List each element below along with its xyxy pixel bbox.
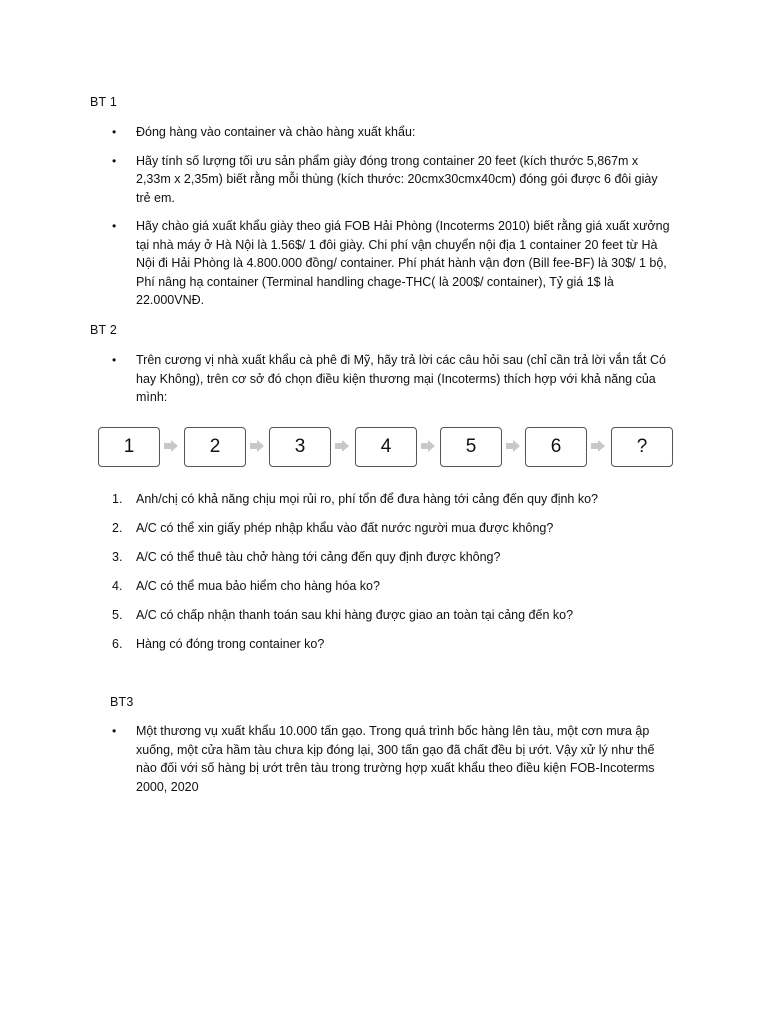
- bullet-dot-icon: •: [112, 353, 117, 367]
- bt2-bullet-list: [110, 351, 670, 407]
- list-item: [110, 606, 670, 625]
- bt1-bullet-text: Hãy tính số lượng tối ưu sản phẩm giày đóng trong container 20 feet (kích thước 5,867m x 2,33m x 2,35m) biết rằng mỗi thùng (kích thước: 20cmx30cmx40cm) đóng gói được 6 đôi giày trẻ em.: [136, 153, 658, 205]
- bt2-bullet-text: Trên cương vị nhà xuất khẩu cà phê đi Mỹ, hãy trả lời các câu hỏi sau (chỉ cần trả lời vắn tắt Có hay Không), trên cơ sở đó chọn điều kiện thương mại (Incoterms) thích hợp với khả năng của mình:: [136, 353, 666, 404]
- bt3-bullet-list: [110, 722, 670, 796]
- question-number: 2.: [112, 521, 123, 535]
- bt3-bullet-text: Một thương vụ xuất khẩu 10.000 tấn gạo. Trong quá trình bốc hàng lên tàu, một cơn mưa ập xuống, một cửa hầm tàu chưa kịp đóng lại, 300 tấn gạo đã chất đều bị ướt. Vậy xử lý như thế nào đối với số hàng bị ướt trên tàu trong trường hợp xuất khẩu theo điều kiện FOB-Incoterms 2000, 2020: [136, 724, 655, 794]
- bt1-bullet-text: Hãy chào giá xuất khẩu giày theo giá FOB Hải Phòng (Incoterms 2010) biết rằng giá xuất xưởng tại nhà máy ở Hà Nội là 1.56$/ 1 đôi giày. Chi phí vận chuyển nội địa 1 container 20 feet từ Hà Nội đi Hải Phòng là 4.800.000 đồng/ container. Phí phát hành vận đơn (Bill fee-BF) là 30$/ 1 bộ, Phí nâng hạ container (Terminal handling chage-THC( là 200$/ container), Tỷ giá 1$ là 22.000VNĐ.: [136, 219, 670, 307]
- flow-box-2: 2: [184, 427, 246, 467]
- list-item: [110, 635, 670, 654]
- question-text: A/C có thể thuê tàu chở hàng tới cảng đến quy định được không?: [136, 550, 501, 564]
- bt2-question-list: [110, 490, 670, 654]
- flow-box-6: 6: [525, 427, 587, 467]
- bt2-heading: BT 2: [90, 323, 117, 337]
- question-number: 5.: [112, 608, 123, 622]
- flow-box-4: 4: [355, 427, 417, 467]
- list-item: [110, 519, 670, 538]
- question-text: Anh/chị có khả năng chịu mọi rủi ro, phí tổn để đưa hàng tới cảng đến quy định ko?: [136, 492, 599, 506]
- flow-box-question: ?: [611, 427, 673, 467]
- question-text: A/C có thể mua bảo hiểm cho hàng hóa ko?: [136, 579, 380, 593]
- list-item: [110, 548, 670, 567]
- arrow-right-icon: [506, 440, 520, 452]
- question-text: A/C có thể xin giấy phép nhập khẩu vào đất nước người mua được không?: [136, 521, 554, 535]
- question-number: 4.: [112, 579, 123, 593]
- question-number: 1.: [112, 492, 123, 506]
- question-number: 6.: [112, 637, 123, 651]
- flow-diagram: [98, 427, 674, 467]
- bullet-dot-icon: •: [112, 219, 117, 233]
- question-text: A/C có chấp nhận thanh toán sau khi hàng được giao an toàn tại cảng đến ko?: [136, 608, 574, 622]
- list-item: [110, 217, 670, 310]
- bullet-dot-icon: •: [112, 153, 117, 168]
- flow-box-5: 5: [440, 427, 502, 467]
- arrow-right-icon: [164, 440, 178, 452]
- list-item: [110, 152, 670, 208]
- list-item: [110, 351, 670, 407]
- bullet-dot-icon: •: [112, 125, 117, 139]
- arrow-right-icon: [335, 440, 349, 452]
- list-item: [110, 490, 670, 509]
- bt1-heading: BT 1: [90, 95, 117, 109]
- list-item: [110, 123, 670, 142]
- bt1-bullet-text: Đóng hàng vào container và chào hàng xuất khẩu:: [136, 125, 416, 139]
- bt3-heading: BT3: [110, 695, 134, 709]
- list-item: [110, 577, 670, 596]
- list-item: [110, 722, 670, 796]
- bt1-bullet-list: [110, 123, 670, 310]
- arrow-right-icon: [250, 440, 264, 452]
- flow-box-1: 1: [98, 427, 160, 467]
- bullet-dot-icon: •: [112, 724, 117, 738]
- question-text: Hàng có đóng trong container ko?: [136, 637, 325, 651]
- arrow-right-icon: [591, 440, 605, 452]
- flow-box-3: 3: [269, 427, 331, 467]
- question-number: 3.: [112, 550, 123, 564]
- arrow-right-icon: [421, 440, 435, 452]
